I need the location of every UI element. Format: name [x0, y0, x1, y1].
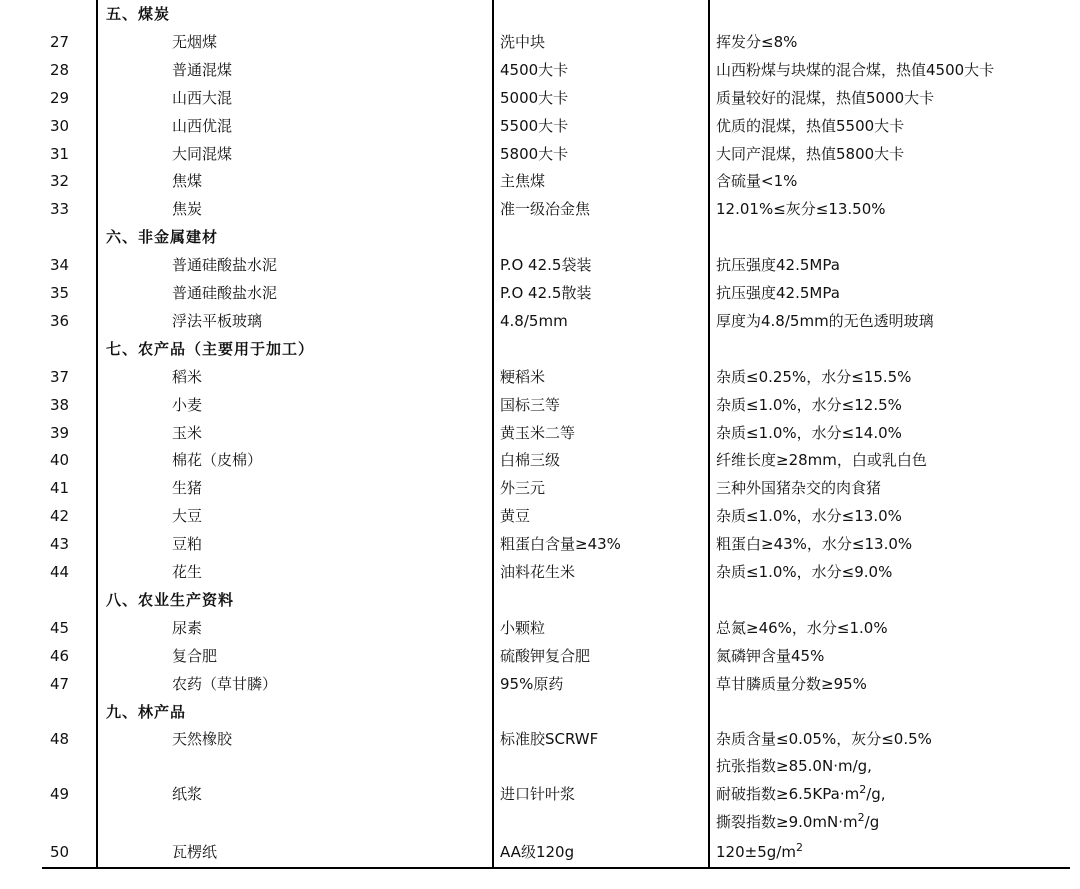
product-spec: 洗中块 — [500, 32, 546, 51]
section-title: 六、非金属建材 — [106, 228, 219, 247]
table-row — [0, 502, 1080, 530]
product-note: 杂质≤1.0%，水分≤14.0% — [716, 423, 902, 442]
row-number: 50 — [50, 843, 70, 861]
row-number: 36 — [50, 311, 70, 330]
product-note: 氮磷钾含量45% — [716, 646, 825, 665]
product-note: 质量较好的混煤，热值5000大卡 — [716, 88, 935, 107]
product-spec: 油料花生米 — [500, 563, 576, 581]
table-row — [0, 530, 1080, 558]
product-name: 复合肥 — [172, 646, 218, 665]
product-name: 山西大混 — [172, 88, 233, 107]
product-name: 瓦楞纸 — [172, 843, 218, 861]
product-note: 优质的混煤，热值5500大卡 — [716, 116, 905, 135]
product-note: 杂质≤1.0%，水分≤13.0% — [716, 507, 902, 526]
row-number: 46 — [50, 646, 70, 665]
section-header-row — [0, 0, 1080, 28]
product-spec: 进口针叶浆 — [500, 785, 576, 803]
product-name: 大豆 — [172, 507, 203, 526]
section-title: 九、林产品 — [106, 702, 187, 721]
row-number: 38 — [50, 395, 70, 414]
product-name: 玉米 — [172, 423, 203, 442]
product-note: 含硫量<1% — [716, 172, 798, 191]
product-spec: 粗蛋白含量≥43% — [500, 535, 621, 554]
table-row — [0, 474, 1080, 502]
row-number: 28 — [50, 60, 70, 79]
table-row — [0, 725, 1080, 753]
table-row — [0, 279, 1080, 307]
section-header-row — [0, 586, 1080, 614]
table-row — [0, 307, 1080, 335]
product-name: 花生 — [172, 563, 203, 581]
row-number: 45 — [50, 618, 70, 637]
row-number: 34 — [50, 256, 70, 275]
product-spec: 4500大卡 — [500, 60, 569, 79]
row-number: 42 — [50, 507, 70, 526]
table-row — [0, 642, 1080, 670]
row-number: 41 — [50, 479, 70, 498]
product-note: 总氮≥46%，水分≤1.0% — [716, 618, 888, 637]
product-spec: 黄豆 — [500, 507, 531, 526]
product-spec: P.O 42.5散装 — [500, 284, 592, 302]
product-name: 浮法平板玻璃 — [172, 311, 263, 330]
product-spec: 标准胶SCRWF — [500, 730, 599, 749]
table-row — [0, 56, 1080, 84]
product-note: 厚度为4.8/5mm的无色透明玻璃 — [716, 311, 934, 330]
product-spec: 4.8/5mm — [500, 311, 568, 330]
product-spec: 硫酸钾复合肥 — [500, 646, 591, 665]
pulp-note-tear: 撕裂指数$\ge 9.0mN\cdot m^2/g$ — [716, 811, 880, 831]
product-note: 挥发分≤8% — [716, 32, 798, 51]
product-note: 三种外国猪杂交的肉食猪 — [716, 479, 882, 498]
product-note: 抗压强度42.5MPa — [716, 284, 840, 302]
product-name: 普通硅酸盐水泥 — [172, 256, 278, 275]
product-note: 草甘膦质量分数≥95% — [716, 674, 867, 693]
section-header-row — [0, 335, 1080, 363]
table-row — [0, 140, 1080, 168]
row-number: 33 — [50, 200, 70, 219]
product-spec: 外三元 — [500, 479, 546, 498]
row-number: 40 — [50, 451, 70, 470]
row-number: 49 — [50, 785, 70, 803]
product-spec: 5000大卡 — [500, 88, 569, 107]
product-note: 杂质≤1.0%，水分≤9.0% — [716, 563, 893, 581]
product-name: 尿素 — [172, 618, 203, 637]
section-header-row — [0, 698, 1080, 726]
row-number: 48 — [50, 730, 70, 749]
table-row — [0, 614, 1080, 642]
table-row — [0, 28, 1080, 56]
product-name: 普通混煤 — [172, 60, 233, 79]
row-number: 39 — [50, 423, 70, 442]
product-spec: 95%原药 — [500, 674, 564, 693]
table-row — [0, 391, 1080, 419]
row-number: 35 — [50, 284, 70, 302]
product-spec: 主焦煤 — [500, 172, 546, 191]
row-number: 29 — [50, 88, 70, 107]
row-number: 31 — [50, 144, 70, 163]
table-row — [0, 419, 1080, 447]
table-row — [0, 670, 1080, 698]
product-name: 棉花（皮棉） — [172, 451, 263, 470]
product-note: 山西粉煤与块煤的混合煤，热值4500大卡 — [716, 60, 995, 79]
section-title: 五、煤炭 — [106, 5, 171, 23]
product-spec: 5500大卡 — [500, 116, 569, 135]
table-row-pulp — [0, 780, 1080, 808]
product-name: 小麦 — [172, 395, 203, 414]
section-header-row — [0, 223, 1080, 251]
product-spec: 国标三等 — [500, 395, 561, 414]
product-name: 天然橡胶 — [172, 730, 233, 749]
product-name: 普通硅酸盐水泥 — [172, 284, 278, 302]
product-note: 杂质≤1.0%，水分≤12.5% — [716, 395, 902, 414]
product-name: 无烟煤 — [172, 32, 218, 51]
product-spec: 5800大卡 — [500, 144, 569, 163]
table-row — [0, 558, 1080, 586]
product-spec: 粳稻米 — [500, 367, 546, 386]
product-name: 生猪 — [172, 479, 203, 498]
row-number: 30 — [50, 116, 70, 135]
section-title: 八、农业生产资料 — [106, 590, 235, 609]
table-row — [0, 195, 1080, 223]
product-spec: 准一级冶金焦 — [500, 200, 591, 219]
product-name: 稻米 — [172, 367, 203, 386]
product-name: 山西优混 — [172, 116, 233, 135]
product-name: 农药（草甘膦） — [172, 674, 278, 693]
product-note: $120\pm 5g/m^2$ — [716, 841, 803, 861]
product-name: 大同混煤 — [172, 144, 233, 163]
section-title: 七、农产品（主要用于加工） — [106, 339, 315, 358]
product-name: 纸浆 — [172, 785, 203, 803]
table-row — [0, 167, 1080, 195]
product-note: 杂质≤0.25%，水分≤15.5% — [716, 367, 912, 386]
table-row-corrugated — [0, 838, 1080, 866]
product-note: 12.01%≤灰分≤13.50% — [716, 200, 886, 219]
product-spec: 黄玉米二等 — [500, 423, 576, 442]
table-row — [0, 251, 1080, 279]
pulp-note-burst: 耐破指数$\ge 6.5KPa\cdot m^2/g$, — [716, 783, 886, 803]
product-note: 粗蛋白≥43%，水分≤13.0% — [716, 535, 913, 554]
table-row — [0, 112, 1080, 140]
row-number: 44 — [50, 563, 70, 581]
table-bottom-rule — [42, 867, 1070, 869]
row-number: 32 — [50, 172, 70, 191]
product-spec: P.O 42.5袋装 — [500, 256, 592, 275]
product-note: 纤维长度≥28mm，白或乳白色 — [716, 451, 927, 470]
product-name: 焦炭 — [172, 200, 203, 219]
table-row — [0, 363, 1080, 391]
row-number: 27 — [50, 32, 70, 51]
product-note: 抗压强度42.5MPa — [716, 256, 840, 275]
product-spec: 白棉三级 — [500, 451, 561, 470]
product-spec: 小颗粒 — [500, 618, 546, 637]
product-name: 焦煤 — [172, 172, 203, 191]
table-row — [0, 446, 1080, 474]
row-number: 47 — [50, 674, 70, 693]
pulp-note-tensile: 抗张指数≥85.0N·m/g, — [716, 757, 872, 775]
product-spec: AA级120g — [500, 843, 575, 861]
row-number: 37 — [50, 367, 70, 386]
product-name: 豆粕 — [172, 535, 203, 554]
table-row — [0, 84, 1080, 112]
product-note: 杂质含量≤0.05%，灰分≤0.5% — [716, 730, 932, 749]
row-number: 43 — [50, 535, 70, 554]
product-note: 大同产混煤，热值5800大卡 — [716, 144, 905, 163]
